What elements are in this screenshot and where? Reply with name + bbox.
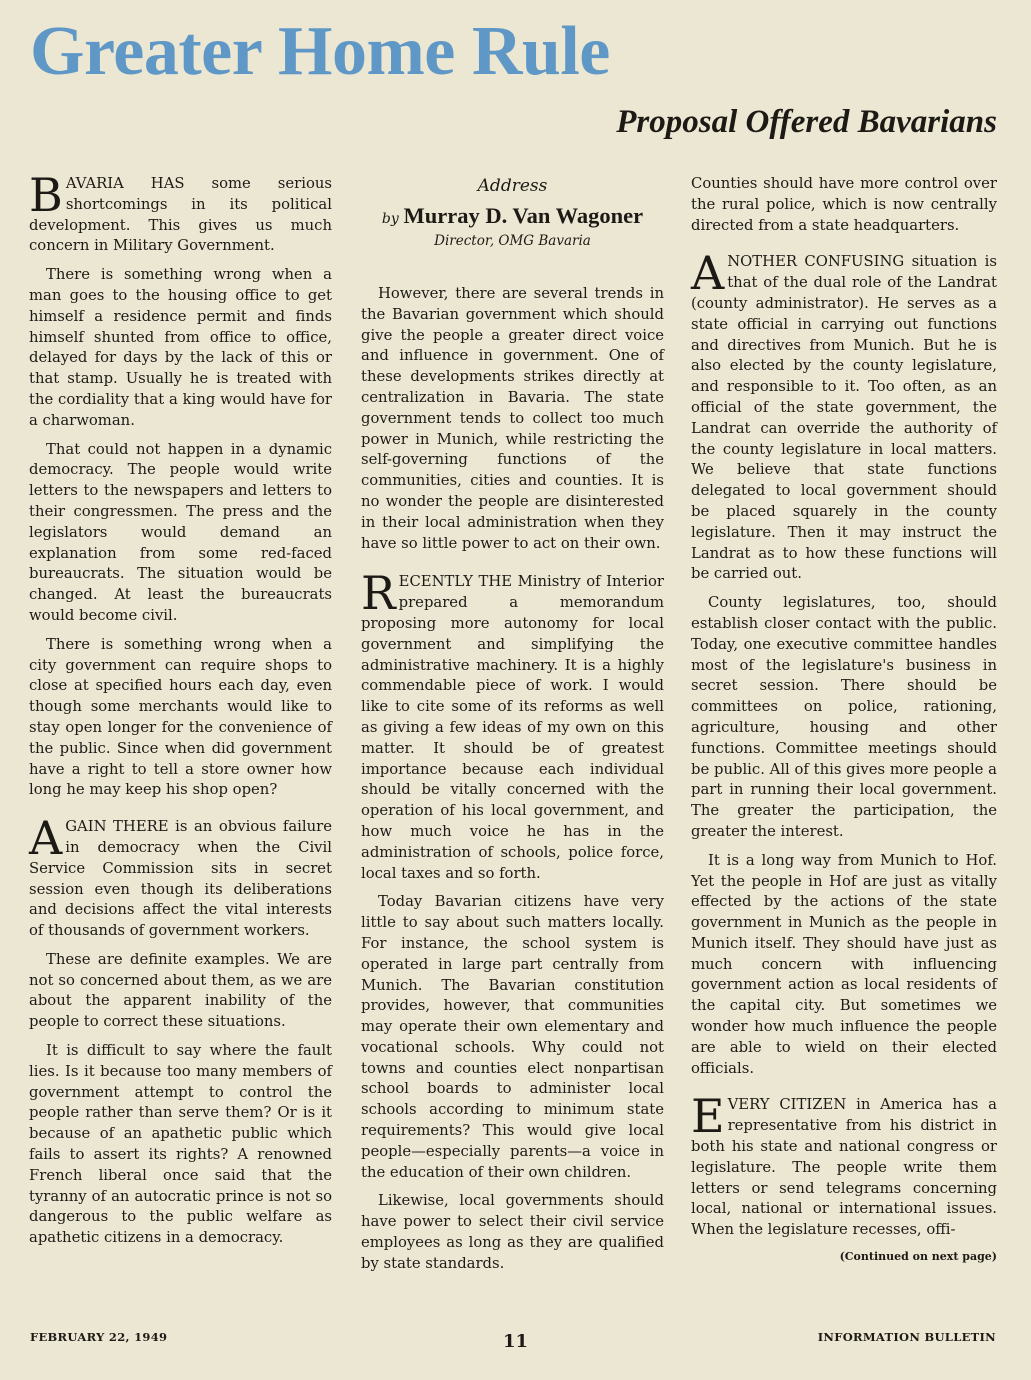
page-number: 11 <box>502 1331 529 1352</box>
by-label: by <box>381 211 399 227</box>
paragraph: RECENTLY THE Ministry of Interior prepared a memorandum proposing more autonomy for local government and simplifying the administrative machinery. It is a highly commendable piece of work. I would like to cite some of its reforms as well as giving a few ideas of my own on this matter. It should be of greatest importance because each individual should be vitally concerned with the operation of his local government, and how much voice he has in the administration of schools, police force, local taxes and so forth. <box>361 566 664 882</box>
publication-name: INFORMATION BULLETIN <box>817 1330 996 1344</box>
paragraph: These are definite examples. We are not so concerned about them, as we are about the apparent inability of the people to correct these situations. <box>29 950 332 1031</box>
paragraph: ANOTHER CONFUSING situation is that of the dual role of the Landrat (county administrator). He serves as a state official in carrying out functions and directives from Munich. But he is also elected by the county legislature, and responsible to it. Too often, as an official of the state government, the Landrat can override the authority of the county legislature in local matters. We believe that state functions delegated to local government should be placed squarely in the county legislature. Then it may instruct the Landrat as to how these functions will be carried out. <box>691 246 997 583</box>
article-title: Greater Home Rule <box>30 13 610 90</box>
issue-date: FEBRUARY 22, 1949 <box>30 1330 168 1344</box>
column-3 <box>691 174 997 1268</box>
paragraph: There is something wrong when a man goes to the housing office to get himself a residence permit and finds himself shunted from office to office, delayed for days by the lack of this or that stamp. Usually he is treated with the cordiality that a king would have for a charwoman. <box>29 266 332 429</box>
paragraph: Likewise, local governments should have power to select their civil service employees as long as they are qualified by state standards. <box>361 1192 664 1272</box>
paragraph: BAVARIA HAS some serious shortcomings in its political development. This gives us much concern in Military Government. <box>29 168 332 255</box>
paragraph: It is a long way from Munich to Hof. Yet the people in Hof are just as vitally effected by the actions of the state government in Munich as the people in Munich itself. They should have just as much concern with influencing government action as local residents of the capital city. But sometimes we wonder how much influence the people are able to wield on their elected officials. <box>691 851 997 1077</box>
paragraph: That could not happen in a dynamic democracy. The people would write letters to the newspapers and letters to their congressmen. The press and the legislators would demand an explanation from some red-faced bureaucrats. The situation would be changed. At least the bureaucrats would become civil. <box>29 440 332 624</box>
paragraph: Today Bavarian citizens have very little to say about such matters locally. For instance, the school system is operated in large part centrally from Munich. The Bavarian constitution provides, however, that communities may operate their own elementary and vocational schools. Why could not towns and counties elect nonpartisan school boards to administer local schools according to minimum state requirements? This would give local people—especially parents—a voice in the education of their own children. <box>361 893 664 1181</box>
column-2 <box>361 174 664 1283</box>
author-name: Murray D. Van Wagoner <box>403 203 644 228</box>
continued-note: (Continued on next page) <box>839 1250 997 1264</box>
paragraph: There is something wrong when a city government can require shops to close at specified hours each day, even though some merchants would like to stay open longer for the convenience of the public. Since when did government have a right to tell a store owner how long he may keep his shop open? <box>29 635 332 799</box>
address-label: Address <box>477 176 548 196</box>
paragraph: Counties should have more control over the rural police, which is now centrally directed from a state headquarters. <box>691 175 997 234</box>
paragraph: AGAIN THERE is an obvious failure in democracy when the Civil Service Commission sits in secret session even though its deliberations and decisions affect the vital interests of thousands of government workers. <box>29 811 332 940</box>
author-line <box>361 203 664 232</box>
article-subtitle: Proposal Offered Bavarians <box>616 104 997 140</box>
byline <box>361 175 664 250</box>
paragraph: It is difficult to say where the fault lies. Is it because too many members of government attempt to control the people rather than serve them? Or is it because of an apathetic public which fails to assert its rights? A renowned French liberal once said that the tyranny of an autocratic prince is not so dangerous to the public welfare as apathetic citizens in a democracy. <box>29 1042 332 1247</box>
paragraph: EVERY CITIZEN in America has a representative from his district in both his state and national congress or legislature. The people write them letters or send telegrams concerning local, national or international issues. When the legislature recesses, offi- <box>691 1089 997 1239</box>
paragraph: However, there are several trends in the Bavarian government which should give the people a greater direct voice and influence in government. One of these developments strikes directly at centralization in Bavaria. The state government tends to collect too much power in Munich, while restricting the self-governing functions of the communities, cities and counties. It is no wonder the people are disinterested in their local administration when they have so little power to act on their own. <box>361 285 664 552</box>
column-1 <box>29 168 332 1257</box>
author-role: Director, OMG Bavaria <box>434 233 591 249</box>
paragraph: County legislatures, too, should establish closer contact with the public. Today, one executive committee handles most of the legislature's business in secret session. There should be committees on police, rationing, agriculture, housing and other functions. Committee meetings should be public. All of this gives more people a part in running their local government. The greater the participation, the greater the interest. <box>691 594 997 840</box>
